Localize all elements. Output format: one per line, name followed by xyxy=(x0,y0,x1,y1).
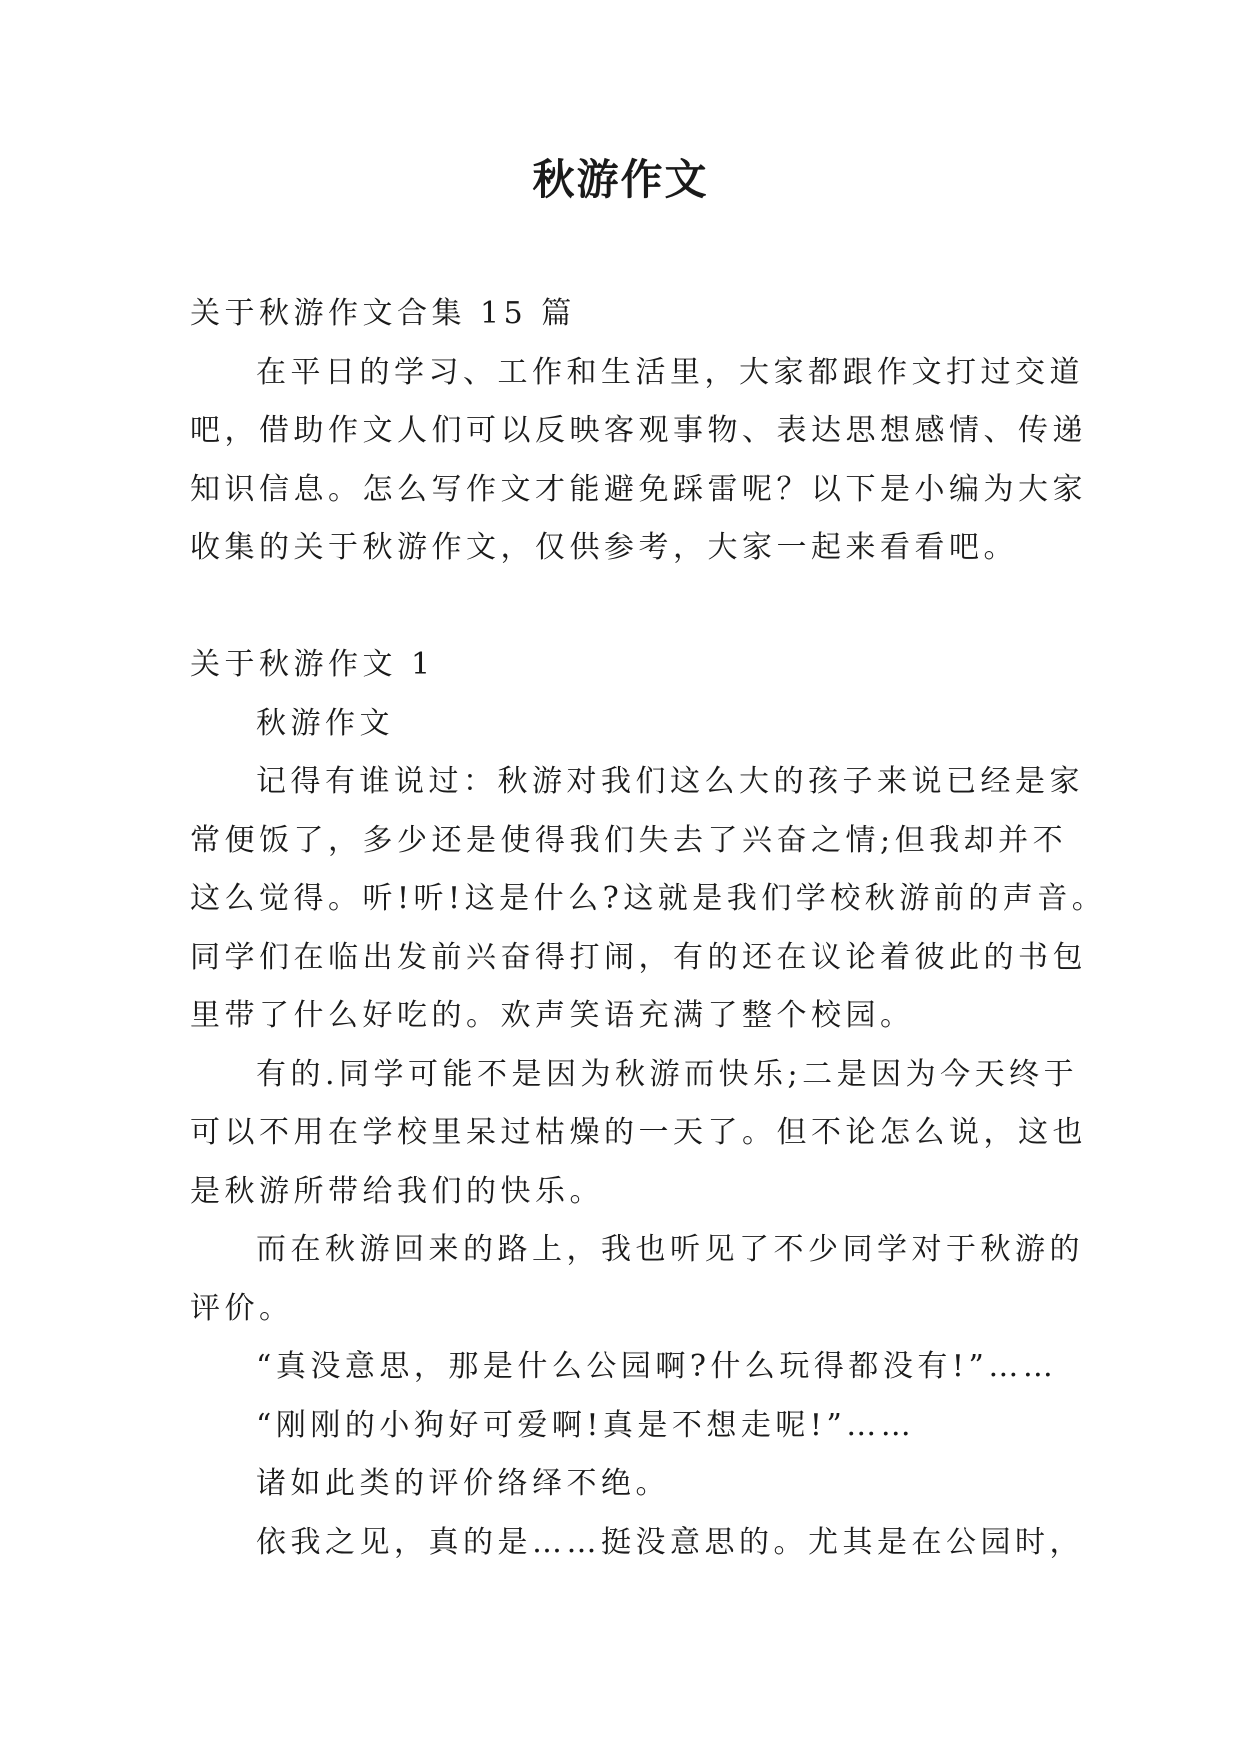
intro-line: 在平日的学习、工作和生活里，大家都跟作文打过交道 xyxy=(256,354,1084,390)
paragraph-line: 常便饭了，多少还是使得我们失去了兴奋之情;但我却并不 xyxy=(190,822,1068,858)
paragraph-line: 里带了什么好吃的。欢声笑语充满了整个校园。 xyxy=(190,998,915,1033)
paragraph-line: 记得有谁说过：秋游对我们这么大的孩子来说已经是家 xyxy=(256,764,1084,799)
intro-line: 收集的关于秋游作文，仅供参考，大家一起来看看吧。 xyxy=(190,530,1018,565)
paragraph-line: 是秋游所带给我们的快乐。 xyxy=(190,1173,604,1209)
paragraph-line: 诸如此类的评价络绎不绝。 xyxy=(256,1466,670,1501)
section-heading: 关于秋游作文 1 xyxy=(190,647,435,682)
collection-subtitle: 关于秋游作文合集 15 篇 xyxy=(190,296,576,331)
paragraph-line: 可以不用在学校里呆过枯燥的一天了。但不论怎么说，这也 xyxy=(190,1115,1087,1150)
paragraph-line: 这么觉得。听!听!这是什么?这就是我们学校秋游前的声音。 xyxy=(190,881,1107,916)
spacer xyxy=(190,578,1050,637)
essay-title: 秋游作文 xyxy=(256,705,394,741)
quote-line: “真没意思，那是什么公园啊?什么玩得都没有!”…… xyxy=(256,1349,1058,1384)
paragraph-line: 而在秋游回来的路上，我也听见了不少同学对于秋游的 xyxy=(256,1232,1084,1267)
paragraph-line: 评价。 xyxy=(190,1290,294,1326)
quote-line: “刚刚的小狗好可爱啊!真是不想走呢!”…… xyxy=(256,1407,916,1443)
intro-line: 知识信息。怎么写作文才能避免踩雷呢？以下是小编为大家 xyxy=(190,471,1087,507)
paragraph-line: 有的.同学可能不是因为秋游而快乐;二是因为今天终于 xyxy=(256,1056,1079,1092)
document-title: 秋游作文 xyxy=(532,155,709,204)
paragraph-line: 同学们在临出发前兴奋得打闹，有的还在议论着彼此的书包 xyxy=(190,939,1087,975)
intro-line: 吧，借助作文人们可以反映客观事物、表达思想感情、传递 xyxy=(190,413,1087,448)
paragraph-line: 依我之见，真的是……挺没意思的。尤其是在公园时， xyxy=(256,1524,1084,1560)
document-body xyxy=(190,285,1107,1572)
